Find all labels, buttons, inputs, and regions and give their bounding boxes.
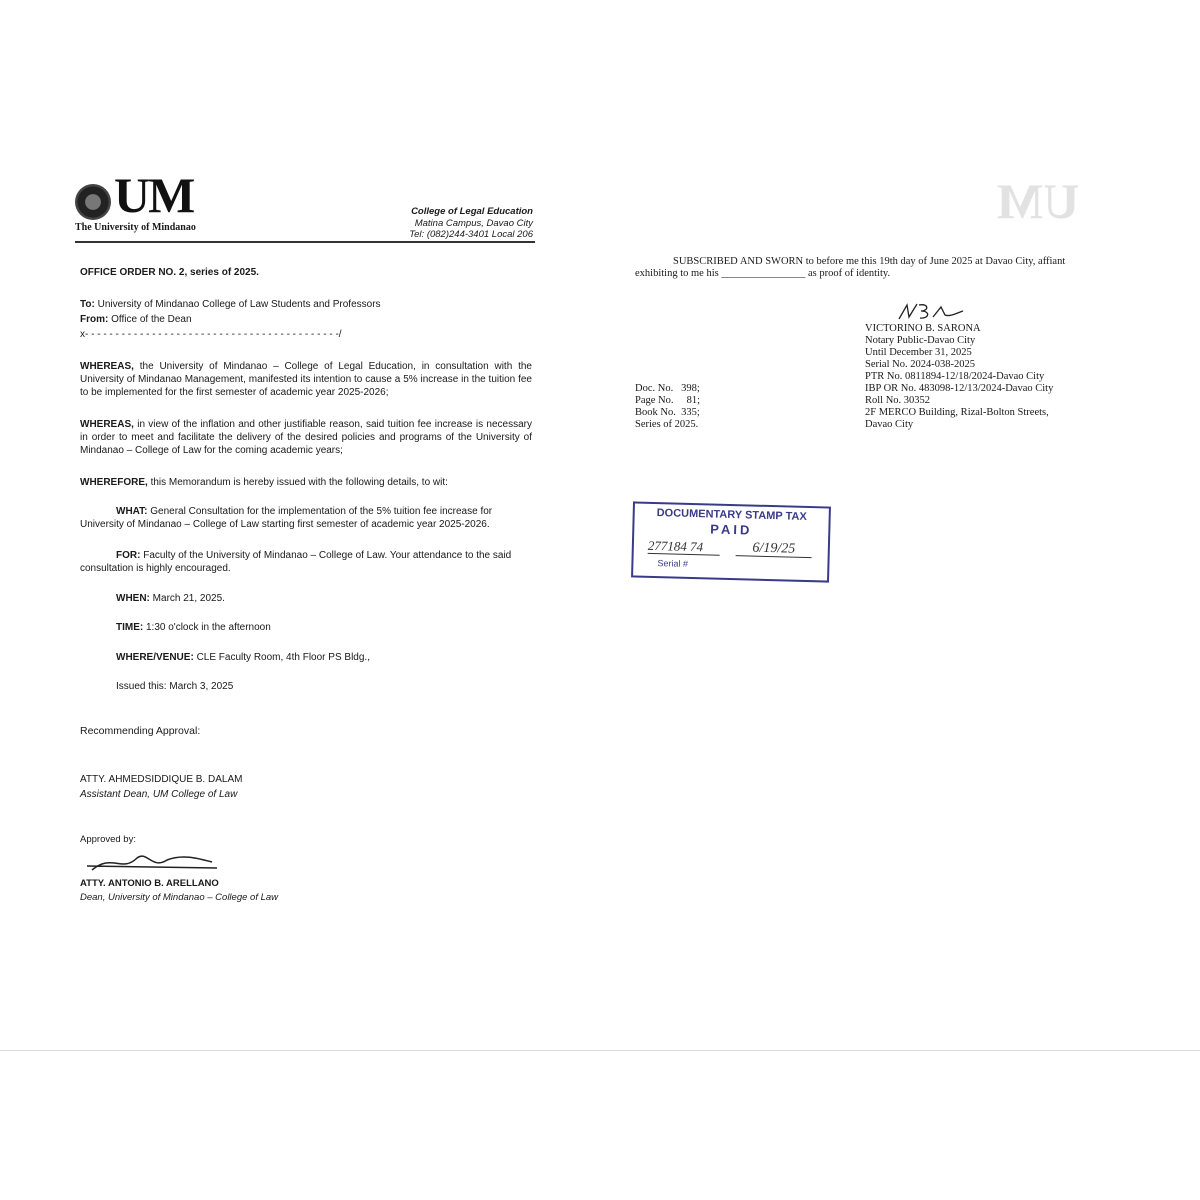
approved-label: Approved by:	[80, 834, 136, 845]
from-label: From:	[80, 314, 109, 325]
documentary-stamp-tax-stamp	[631, 501, 831, 582]
wherefore	[80, 476, 448, 489]
notary-line: Until December 31, 2025	[865, 347, 972, 358]
college-name: College of Legal Education	[411, 206, 533, 217]
whereas-label: WHEREAS,	[80, 419, 134, 430]
stamp-status: PAID	[710, 521, 753, 538]
where-label: WHERE/VENUE:	[116, 652, 194, 663]
whereas-1	[80, 360, 532, 399]
jurat-line-2: exhibiting to me his ________________ as proof of identity.	[635, 268, 891, 279]
notary-line: Roll No. 30352	[865, 395, 931, 406]
notary-line: Serial No. 2024-038-2025	[865, 359, 975, 370]
book-no: Book No. 335;	[635, 407, 700, 418]
doc-no: Doc. No. 398;	[635, 383, 700, 394]
series: Series of 2025.	[635, 419, 699, 430]
page-edge	[0, 1050, 1200, 1051]
dean-signature	[82, 848, 222, 878]
wherefore-text: this Memorandum is hereby issued with the following details, to wit:	[150, 477, 448, 488]
when-text: March 21, 2025.	[152, 593, 225, 604]
header-rule	[75, 241, 535, 243]
notary-line: Notary Public-Davao City	[865, 335, 976, 346]
recommender-title: Assistant Dean, UM College of Law	[80, 789, 238, 800]
recommending-label: Recommending Approval:	[80, 725, 201, 737]
notary-line: PTR No. 0811894-12/18/2024-Davao City	[865, 371, 1045, 382]
letterhead-address	[409, 206, 533, 241]
time-text: 1:30 o'clock in the afternoon	[146, 622, 271, 633]
to-value: University of Mindanao College of Law Students and Professors	[97, 299, 381, 310]
notary-signature	[895, 302, 965, 322]
notary-name: VICTORINO B. SARONA	[865, 323, 981, 334]
jurat-line-1: SUBSCRIBED AND SWORN to before me this 19th day of June 2025 at Davao City, affiant	[673, 256, 1066, 267]
doc-entry-block	[635, 383, 700, 431]
where-line	[116, 651, 370, 664]
notary-line: 2F MERCO Building, Rizal-Bolton Streets,	[865, 407, 1049, 418]
wherefore-label: WHEREFORE,	[80, 477, 148, 488]
whereas-text: in view of the inflation and other justifiable reason, said tuition fee increase is necessary in order to meet and facilitate the delivery of the desired policies and programs of the University of Mindanao – College of Law for the coming academic years;	[80, 419, 532, 456]
where-text: CLE Faculty Room, 4th Floor PS Bldg.,	[196, 652, 370, 663]
telephone: Tel: (082)244-3401 Local 206	[409, 229, 533, 240]
um-logo: UM	[114, 167, 194, 223]
what-label: WHAT:	[116, 506, 148, 517]
notary-line: Davao City	[865, 419, 914, 430]
when-label: WHEN:	[116, 593, 150, 604]
stamp-title: DOCUMENTARY STAMP TAX	[656, 507, 807, 523]
for-text: Faculty of the University of Mindanao – College of Law. Your attendance to the said consultation is highly encouraged.	[80, 550, 512, 574]
approver-title: Dean, University of Mindanao – College of Law	[80, 892, 279, 903]
for-label: FOR:	[116, 550, 141, 561]
campus: Matina Campus, Davao City	[414, 217, 533, 229]
from-value: Office of the Dean	[111, 314, 192, 325]
notary-line: IBP OR No. 483098-12/13/2024-Davao City	[865, 383, 1054, 394]
to-label: To:	[80, 299, 95, 310]
from-line	[80, 313, 192, 326]
what-text: General Consultation for the implementation of the 5% tuition fee increase for University of Mindanao – College of Law starting first semester of academic year 2025-2026.	[80, 506, 493, 530]
for-line	[80, 549, 520, 575]
whereas-label: WHEREAS,	[80, 361, 134, 372]
university-seal-logo	[75, 184, 111, 220]
whereas-text: the University of Mindanao – College of Legal Education, in consultation with the University of Mindanao Management, manifested its intention to cause a 5% increase in the tuition fee to be implemented for the first semester of academic year 2025-2026;	[80, 361, 532, 398]
stamp-serial: 277184 74	[648, 538, 720, 556]
time-line	[116, 621, 271, 634]
jurat	[635, 256, 1135, 280]
issued-date: Issued this: March 3, 2025	[116, 681, 234, 692]
to-line	[80, 298, 381, 311]
stamp-serial-label: Serial #	[657, 558, 689, 569]
approver-name: ATTY. ANTONIO B. ARELLANO	[80, 878, 219, 889]
notary-block	[865, 323, 1053, 431]
memo-title: OFFICE ORDER NO. 2, series of 2025.	[80, 267, 259, 278]
separator: x- - - - - - - - - - - - - - - - - - - - - - - - - - - - - - - - - - - - - - - - - -/	[80, 329, 342, 340]
whereas-2	[80, 418, 532, 457]
time-label: TIME:	[116, 622, 144, 633]
what-line	[80, 505, 510, 531]
stamp-date: 6/19/25	[736, 540, 812, 558]
page-no: Page No. 81;	[635, 395, 701, 406]
recommender-name: ATTY. AHMEDSIDDIQUE B. DALAM	[80, 774, 243, 785]
bleed-through-logo: UM	[996, 173, 1080, 229]
university-name: The University of Mindanao	[75, 222, 196, 233]
when-line	[116, 592, 225, 605]
